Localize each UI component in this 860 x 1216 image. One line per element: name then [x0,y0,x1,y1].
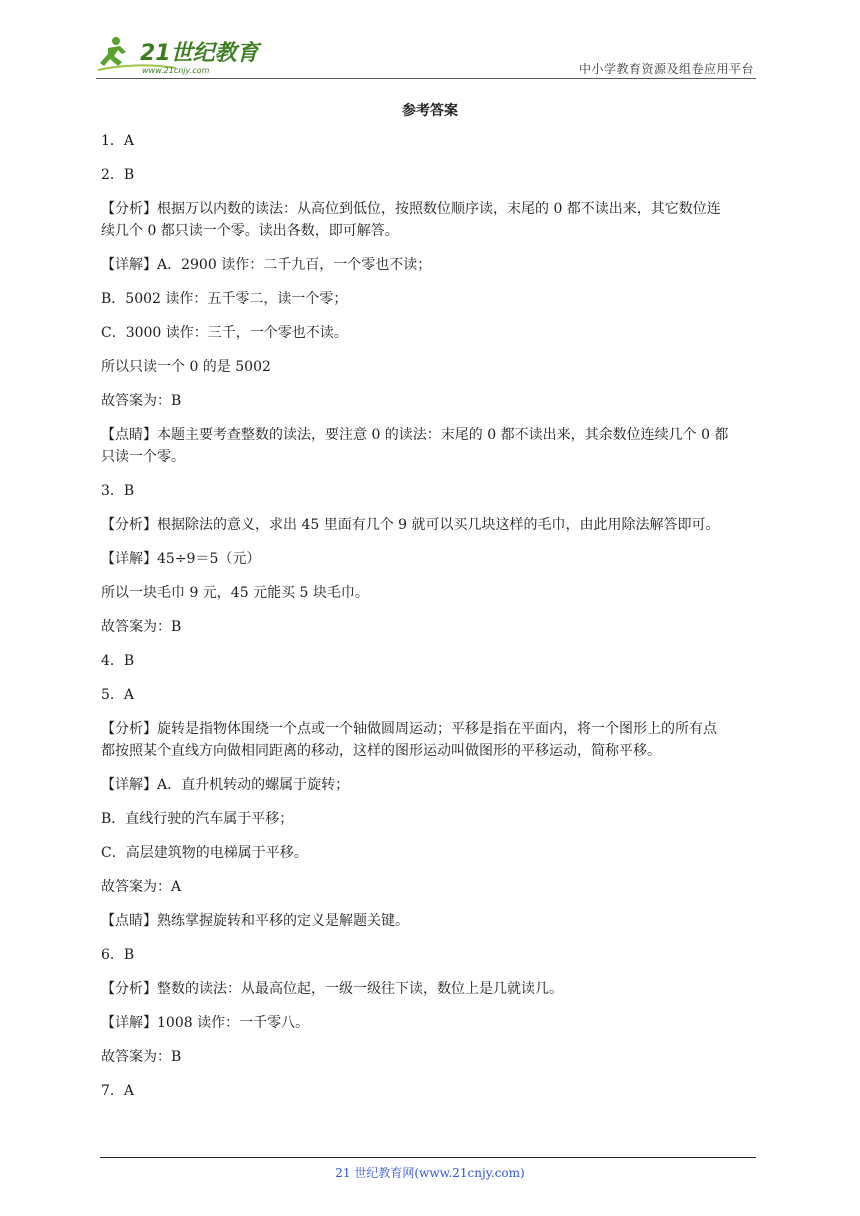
answer-statement: 故答案为：B [101,1049,182,1065]
detail-line: 【详解】A．2900 读作：二千九百，一个零也不读； [101,257,432,273]
comment-line: 【点睛】熟练掌握旋转和平移的定义是解题关键。 [101,913,409,929]
logo-text: 21世纪教育 [140,41,259,66]
comment-line: 只读一个零。 [101,449,185,465]
footer-link[interactable]: 21 世纪教育网(www.21cnjy.com) [335,1166,525,1180]
analysis-line: 【分析】根据万以内数的读法：从高位到低位，按照数位顺序读，末尾的 0 都不读出来，其它数位连 [101,201,721,217]
detail-line: B．5002 读作：五千零二，读一个零； [101,291,348,307]
detail-line: C．高层建筑物的电梯属于平移。 [101,845,308,861]
detail-line: C．3000 读作：三千，一个零也不读。 [101,325,348,341]
footer-divider [100,1157,756,1158]
answer-line: 3．B [101,483,135,499]
detail-line: 【详解】A．直升机转动的螺属于旋转； [101,777,350,793]
answer-content [101,130,761,1114]
analysis-line: 【分析】整数的读法：从最高位起，一级一级往下读，数位上是几就读几。 [101,981,563,997]
detail-line: 【详解】45÷9＝5（元） [101,551,261,567]
answer-line: 4．B [101,653,135,669]
answer-line: 5．A [101,687,135,703]
page-title: 参考答案 [402,103,458,119]
analysis-line: 都按照某个直线方向做相同距离的移动，这样的图形运动叫做图形的平移运动，简称平移。 [101,743,661,759]
answer-line: 7．A [101,1083,135,1099]
answer-statement: 故答案为：B [101,619,182,635]
logo-url: www.21cnjy.com [142,66,210,75]
analysis-line: 续几个 0 都只读一个零。读出各数，即可解答。 [101,223,399,239]
answer-statement: 故答案为：B [101,393,182,409]
detail-line: B．直线行驶的汽车属于平移； [101,811,294,827]
page-header [96,28,756,80]
answer-line: 1．A [101,133,135,149]
site-logo [96,32,266,76]
answer-statement: 故答案为：A [101,879,182,895]
detail-line: 所以只读一个 0 的是 5002 [101,359,271,375]
analysis-line: 【分析】旋转是指物体围绕一个点或一个轴做圆周运动；平移是指在平面内，将一个图形上的所有点 [101,721,717,737]
answer-line: 6．B [101,947,135,963]
answer-line: 2．B [101,167,135,183]
detail-line: 所以一块毛巾 9 元，45 元能买 5 块毛巾。 [101,585,369,601]
platform-name: 中小学教育资源及组卷应用平台 [578,62,754,76]
comment-line: 【点睛】本题主要考查整数的读法，要注意 0 的读法：末尾的 0 都不读出来，其余数位连续几个 0 都 [101,427,729,443]
detail-line: 【详解】1008 读作：一千零八。 [101,1015,310,1031]
header-divider [96,78,756,79]
analysis-line: 【分析】根据除法的意义，求出 45 里面有几个 9 就可以买几块这样的毛巾，由此用除法解答即可。 [101,517,720,533]
